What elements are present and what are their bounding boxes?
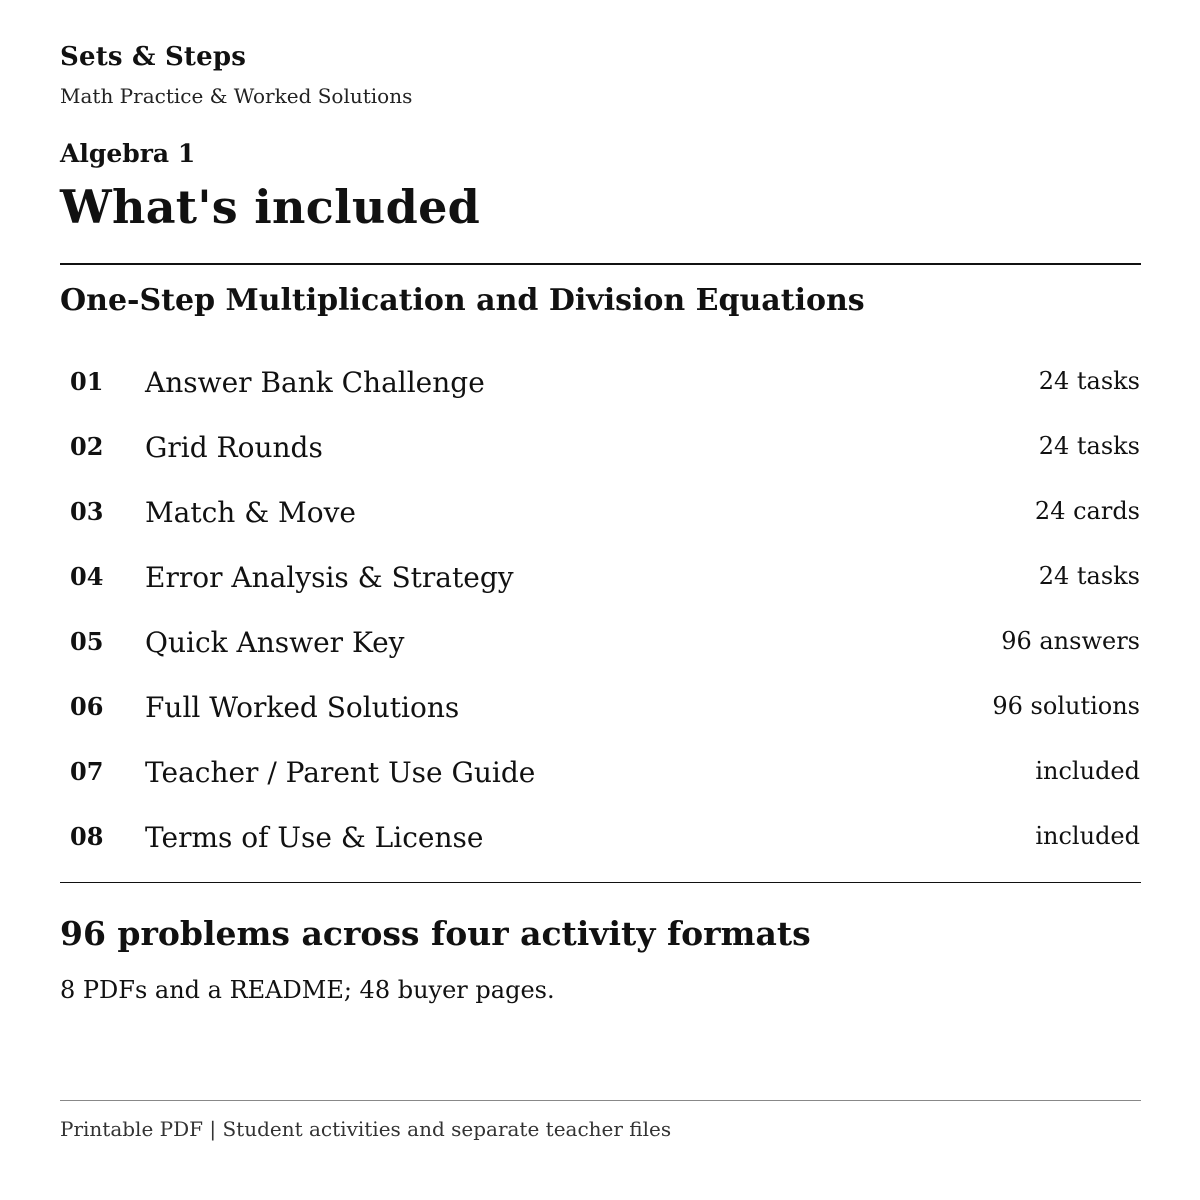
item-count: 96 answers — [1001, 627, 1140, 655]
list-item — [60, 677, 1141, 742]
item-label: Error Analysis & Strategy — [145, 561, 514, 594]
list-divider — [60, 882, 1141, 883]
item-number: 01 — [70, 367, 104, 396]
list-item — [60, 547, 1141, 612]
summary-headline: 96 problems across four activity formats — [60, 914, 811, 953]
item-label: Teacher / Parent Use Guide — [145, 756, 536, 789]
footer-divider — [60, 1100, 1141, 1101]
item-label: Answer Bank Challenge — [145, 366, 485, 399]
list-item — [60, 417, 1141, 482]
item-label: Grid Rounds — [145, 431, 323, 464]
item-number: 04 — [70, 562, 104, 591]
list-item — [60, 352, 1141, 417]
item-number: 07 — [70, 757, 104, 786]
footer-note: Printable PDF | Student activities and separate teacher files — [60, 1117, 672, 1141]
item-count: 24 cards — [1034, 497, 1140, 525]
item-count: 96 solutions — [992, 692, 1140, 720]
brand-name: Sets & Steps — [60, 42, 247, 72]
list-item — [60, 742, 1141, 807]
item-count: 24 tasks — [1038, 432, 1140, 460]
item-number: 08 — [70, 822, 104, 851]
summary-detail: 8 PDFs and a README; 48 buyer pages. — [60, 976, 555, 1004]
page — [60, 0, 1141, 1200]
contents-list — [60, 352, 1141, 872]
list-item — [60, 482, 1141, 547]
item-label: Quick Answer Key — [145, 626, 405, 659]
item-number: 03 — [70, 497, 104, 526]
item-number: 02 — [70, 432, 104, 461]
course-label: Algebra 1 — [60, 139, 196, 168]
item-count: 24 tasks — [1038, 562, 1140, 590]
item-number: 05 — [70, 627, 104, 656]
item-number: 06 — [70, 692, 104, 721]
item-label: Terms of Use & License — [145, 821, 484, 854]
page-title: What's included — [60, 180, 481, 234]
section-title: One-Step Multiplication and Division Equations — [60, 283, 865, 318]
item-count: included — [1035, 822, 1140, 850]
item-label: Match & Move — [145, 496, 356, 529]
list-item — [60, 807, 1141, 872]
list-item — [60, 612, 1141, 677]
item-count: included — [1035, 757, 1140, 785]
item-label: Full Worked Solutions — [145, 691, 460, 724]
top-divider — [60, 263, 1141, 265]
brand-tagline: Math Practice & Worked Solutions — [60, 84, 413, 108]
item-count: 24 tasks — [1038, 367, 1140, 395]
